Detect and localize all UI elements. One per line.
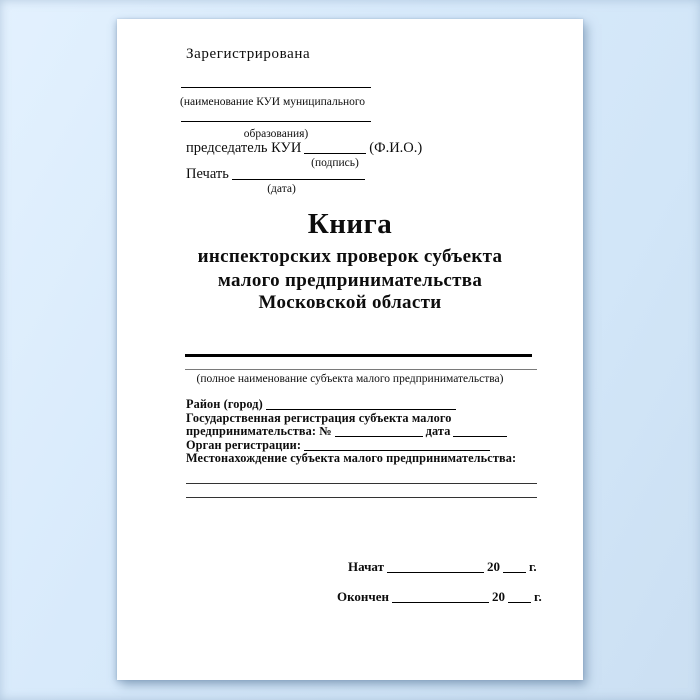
started-line bbox=[348, 559, 537, 575]
book-subtitle-line1: инспекторских проверок субъекта bbox=[197, 246, 503, 267]
date-caption: (дата) bbox=[267, 183, 296, 195]
signature-caption: (подпись) bbox=[311, 157, 359, 169]
book-subtitle-line2: малого предпринимательства bbox=[217, 270, 483, 291]
reg-date-label: дата bbox=[425, 424, 451, 438]
seal-label: Печать bbox=[186, 166, 229, 182]
location-label: Местонахождение субъекта малого предпринимательства: bbox=[186, 451, 517, 465]
location-blank-line-1 bbox=[186, 483, 537, 484]
chairman-signature-blank bbox=[304, 152, 366, 154]
statereg-line2 bbox=[186, 425, 516, 439]
finished-century: 20 bbox=[492, 589, 506, 604]
kui-name-blank-line-1 bbox=[181, 87, 371, 88]
chairman-label: председатель КУИ bbox=[186, 140, 302, 156]
finished-date-blank bbox=[392, 601, 489, 603]
district-line bbox=[186, 398, 516, 412]
started-year-suffix: г. bbox=[528, 559, 537, 574]
book-subtitle-line3: Московской области bbox=[258, 292, 442, 313]
started-century: 20 bbox=[486, 559, 500, 574]
location-blank-line-2 bbox=[186, 497, 537, 498]
registered-label: Зарегистрирована bbox=[186, 46, 311, 62]
authority-line bbox=[186, 439, 516, 453]
document-page bbox=[117, 19, 583, 680]
kui-name-blank-line-2 bbox=[181, 121, 371, 122]
district-label: Район (город) bbox=[186, 397, 263, 411]
subject-name-thin-rule bbox=[185, 369, 537, 370]
finished-line bbox=[337, 589, 542, 605]
authority-label: Орган регистрации: bbox=[186, 437, 302, 452]
chairman-line bbox=[186, 140, 422, 157]
finished-year-blank bbox=[508, 601, 531, 603]
started-year-blank bbox=[503, 571, 526, 573]
fields-block bbox=[186, 398, 516, 466]
seal-date-blank bbox=[232, 178, 365, 180]
subject-name-thick-rule bbox=[185, 354, 532, 357]
district-blank bbox=[266, 408, 456, 410]
reg-date-blank bbox=[453, 435, 507, 437]
kui-caption-line1: (наименование КУИ муниципального bbox=[180, 96, 366, 108]
fio-label: (Ф.И.О.) bbox=[369, 140, 423, 156]
subject-name-caption: (полное наименование субъекта малого предпринимательства) bbox=[196, 373, 504, 385]
started-label: Начат bbox=[348, 559, 384, 574]
started-date-blank bbox=[387, 571, 484, 573]
seal-line bbox=[186, 166, 368, 183]
statereg-number-label: предпринимательства: № bbox=[186, 424, 332, 438]
finished-label: Окончен bbox=[337, 589, 390, 604]
reg-number-blank bbox=[335, 435, 423, 437]
finished-year-suffix: г. bbox=[534, 589, 542, 604]
book-title: Книга bbox=[307, 208, 393, 240]
kui-caption-line2: образования) bbox=[243, 128, 309, 140]
statereg-line1: Государственная регистрация субъекта малого bbox=[186, 410, 452, 425]
